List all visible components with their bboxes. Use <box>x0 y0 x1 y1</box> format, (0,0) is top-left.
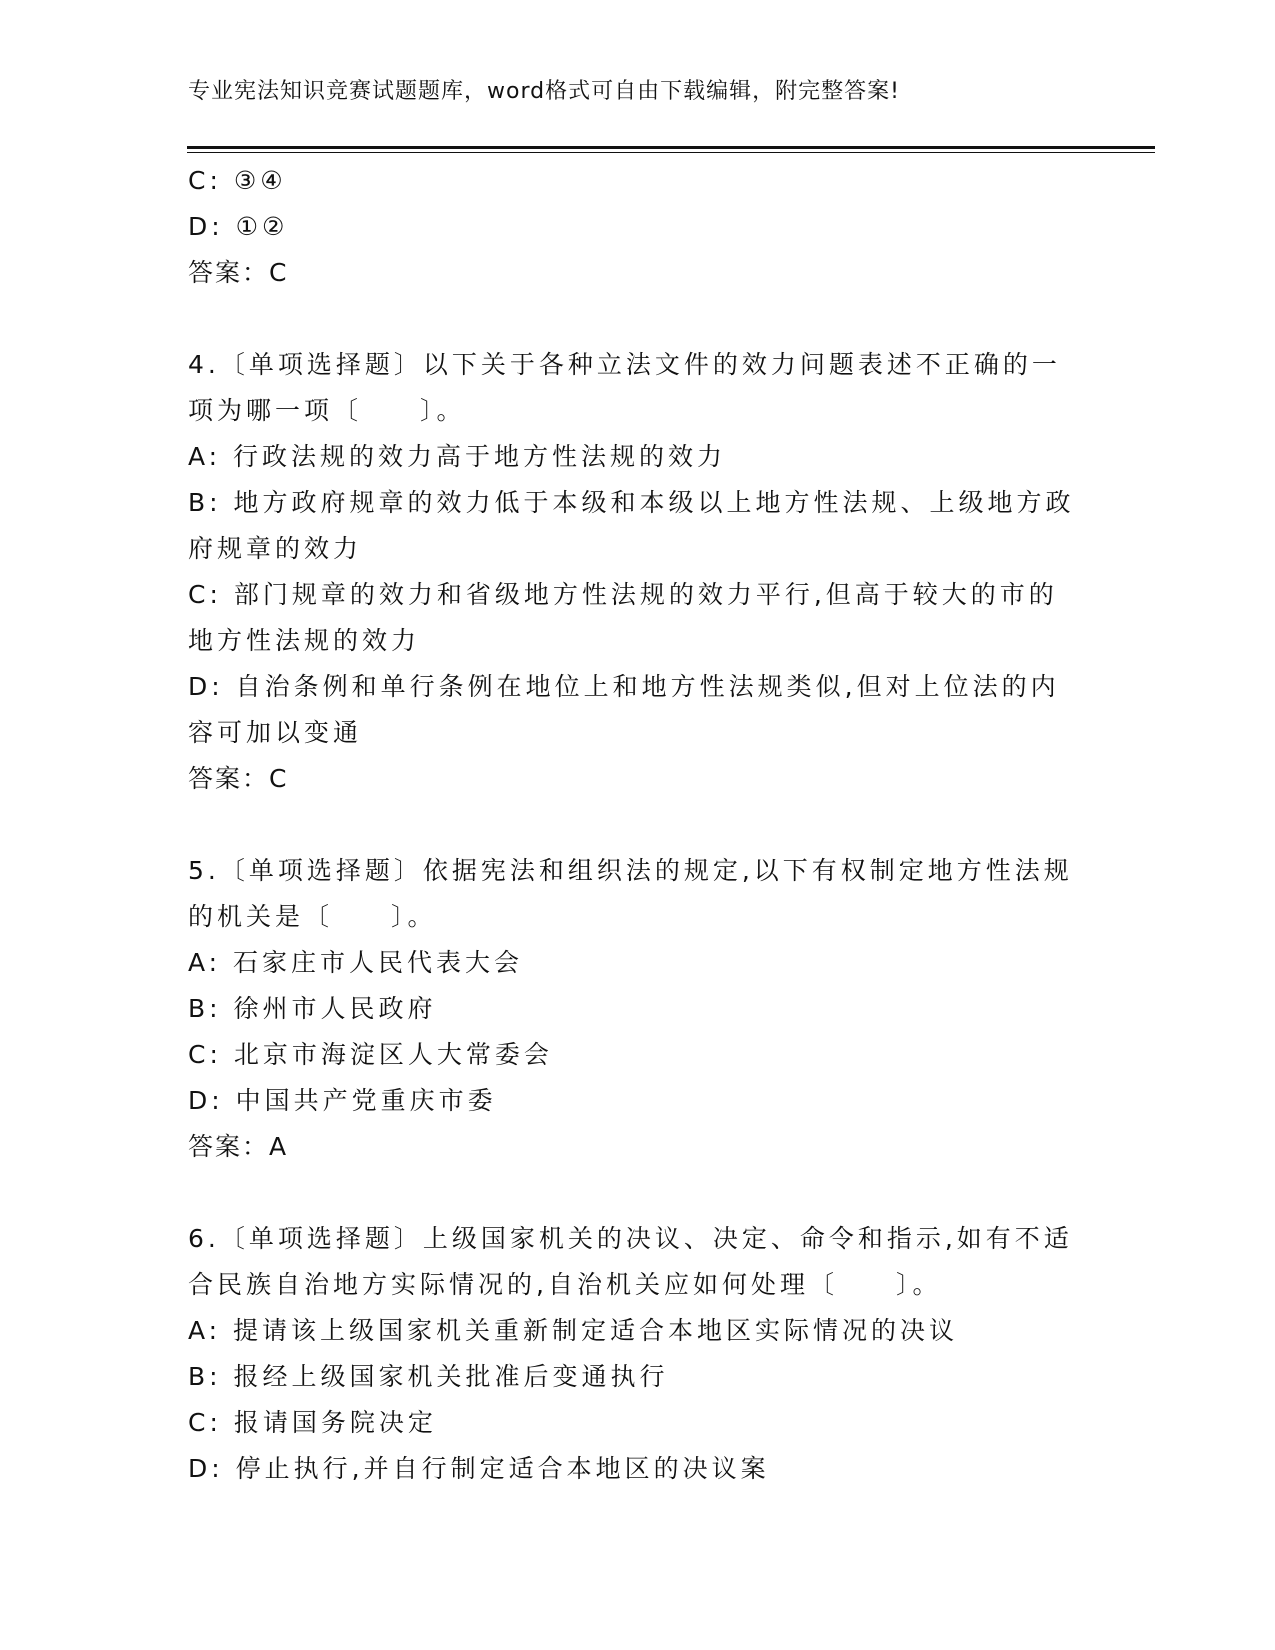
question-content <box>188 158 1088 1492</box>
q4-option-b-line1: B: 地方政府规章的效力低于本级和本级以上地方性法规、上级地方政 <box>188 488 1075 517</box>
q4-option-d-line2: 容可加以变通 <box>188 718 363 747</box>
q6-stem-line2: 合民族自治地方实际情况的,自治机关应如何处理〔 〕。 <box>188 1270 942 1299</box>
q6-option-b: B: 报经上级国家机关批准后变通执行 <box>188 1362 669 1391</box>
spacer <box>188 802 1088 848</box>
q5-stem-line2: 的机关是〔 〕。 <box>188 902 437 931</box>
q4-option-c-line1: C: 部门规章的效力和省级地方性法规的效力平行,但高于较大的市的 <box>188 580 1058 609</box>
q4-option-a: A: 行政法规的效力高于地方性法规的效力 <box>188 442 727 471</box>
q4-option-c-line2: 地方性法规的效力 <box>188 626 421 655</box>
q6-option-c: C: 报请国务院决定 <box>188 1408 437 1437</box>
q5-option-d: D: 中国共产党重庆市委 <box>188 1086 497 1115</box>
q4-answer: 答案：C <box>188 764 289 793</box>
header-rule-thin <box>187 152 1155 153</box>
prev-answer: 答案：C <box>188 258 289 287</box>
q4-option-d-line1: D: 自治条例和单行条例在地位上和地方性法规类似,但对上位法的内 <box>188 672 1060 701</box>
q4-stem-line2: 项为哪一项〔 〕。 <box>188 396 466 425</box>
spacer <box>188 1170 1088 1216</box>
q5-stem-line1: 5.〔单项选择题〕依据宪法和组织法的规定,以下有权制定地方性法规 <box>188 856 1073 885</box>
prev-option-d: D: ①② <box>188 212 289 241</box>
q5-option-c: C: 北京市海淀区人大常委会 <box>188 1040 553 1069</box>
q5-option-b: B: 徐州市人民政府 <box>188 994 437 1023</box>
header-rule-thick <box>187 146 1155 149</box>
q4-stem-line1: 4.〔单项选择题〕以下关于各种立法文件的效力问题表述不正确的一 <box>188 350 1061 379</box>
q5-option-a: A: 石家庄市人民代表大会 <box>188 948 524 977</box>
q6-stem-line1: 6.〔单项选择题〕上级国家机关的决议、决定、命令和指示,如有不适 <box>188 1224 1073 1253</box>
q6-option-d: D: 停止执行,并自行制定适合本地区的决议案 <box>188 1454 770 1483</box>
prev-option-c: C: ③④ <box>188 166 287 195</box>
page-header: 专业宪法知识竞赛试题题库，word格式可自由下载编辑，附完整答案! <box>188 79 900 104</box>
spacer <box>188 296 1088 342</box>
q5-answer: 答案：A <box>188 1132 289 1161</box>
q6-option-a: A: 提请该上级国家机关重新制定适合本地区实际情况的决议 <box>188 1316 959 1345</box>
q4-option-b-line2: 府规章的效力 <box>188 534 363 563</box>
